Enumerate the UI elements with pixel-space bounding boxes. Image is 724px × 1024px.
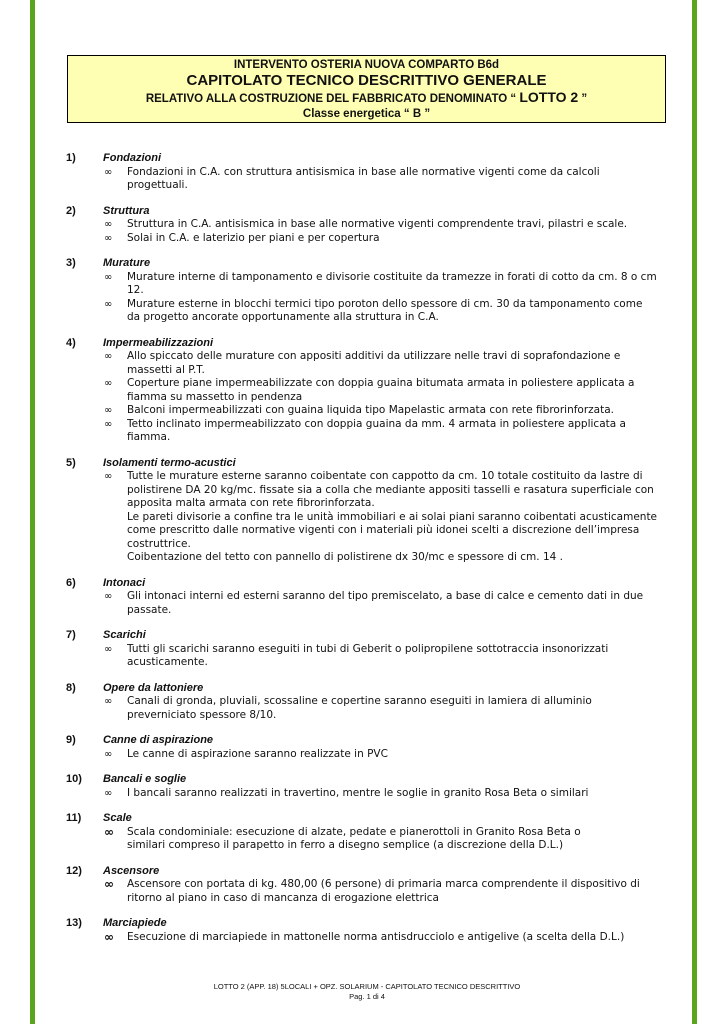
- bullet-text-line: Le pareti divisorie a confine tra le unità immobiliari e ai solai piani saranno coibentati acusticamente: [127, 510, 658, 523]
- header-subtitle-suffix: ”: [581, 93, 588, 105]
- infinity-bullet-icon: ∞: [104, 471, 113, 482]
- section: [0, 205, 724, 246]
- bullet-text-line: costruttrice.: [127, 537, 191, 550]
- infinity-bullet-icon: ∞: [104, 271, 113, 283]
- bullet-item: [0, 931, 724, 945]
- section: [0, 682, 724, 723]
- section: [0, 629, 724, 670]
- bullet-item: [0, 350, 724, 377]
- infinity-bullet-icon: ∞: [104, 591, 113, 602]
- infinity-bullet-icon: ∞: [104, 378, 113, 389]
- bullet-item: [0, 826, 724, 853]
- section-title: Canne di aspirazione: [103, 734, 214, 746]
- bullet-item: [0, 218, 724, 232]
- bullet-item: [0, 377, 724, 404]
- section: [0, 773, 724, 800]
- bullet-item: [0, 404, 724, 418]
- section-title: Bancali e soglie: [103, 773, 187, 785]
- section-number: 11): [66, 812, 82, 824]
- bullet-text-line: Tetto inclinato impermeabilizzato con doppia guaina da mm. 4 armata in poliestere applicata a: [127, 417, 626, 430]
- infinity-bullet-icon: ∞: [104, 232, 113, 244]
- section: [0, 152, 724, 193]
- bullet-text-line: 12.: [127, 284, 144, 296]
- section-title: Intonaci: [103, 576, 146, 589]
- bullet-item: [0, 298, 724, 325]
- section-number: 12): [66, 864, 82, 877]
- bullet-item: [0, 418, 724, 445]
- bullet-text-line: come prescritto dalle normative vigenti con i materiali più idonei scelti a discrezione dell’impresa: [127, 524, 640, 536]
- infinity-bullet-icon: ∞: [104, 877, 114, 891]
- infinity-bullet-icon: ∞: [104, 405, 113, 416]
- bullet-text-line: Canali di gronda, pluviali, scossaline e copertine saranno eseguiti in lamiera di alluminio: [127, 695, 592, 707]
- infinity-bullet-icon: ∞: [104, 418, 113, 430]
- bullet-text-line: Solai in C.A. e laterizio per piani e per copertura: [127, 231, 380, 244]
- bullet-text-line: Tutte le murature esterne saranno coibentate con cappotto da cm. 10 totale costituito da lastre di: [127, 470, 643, 482]
- section-number: 3): [66, 257, 76, 269]
- infinity-bullet-icon: ∞: [104, 298, 113, 310]
- section-number: 13): [66, 917, 82, 929]
- bullet-text-line: Le canne di aspirazione saranno realizzate in PVC: [127, 747, 388, 760]
- bullet-text-line: progettuali.: [127, 179, 188, 191]
- bullet-text-line: preverniciato spessore 8/10.: [127, 708, 277, 721]
- infinity-bullet-icon: ∞: [104, 219, 113, 230]
- document-header: [67, 55, 666, 123]
- header-subtitle-prefix: RELATIVO ALLA COSTRUZIONE DEL FABBRICATO DENOMINATO “: [145, 93, 517, 105]
- bullet-text-line: ritorno al piano in caso di mancanza di erogazione elettrica: [127, 891, 439, 904]
- footer-document-name: LOTTO 2 (APP. 18) 5LOCALI + OPZ. SOLARIUM - CAPITOLATO TECNICO DESCRITTIVO: [213, 982, 521, 991]
- bullet-text-line: Coperture piane impermeabilizzate con doppia guaina bitumata armata in poliestere applicata a: [127, 377, 635, 389]
- bullet-text-line: Struttura in C.A. antisismica in base alle normative vigenti comprendente travi, pilastri e scale.: [127, 218, 628, 230]
- bullet-item: [0, 232, 724, 246]
- section-number: 4): [66, 336, 76, 349]
- section: [0, 812, 724, 853]
- bullet-text-line: da progetto ancorate opportunamente alla struttura in C.A.: [127, 311, 439, 323]
- header-energy-class: Classe energetica “ B ”: [302, 108, 431, 120]
- infinity-bullet-icon: ∞: [104, 643, 113, 655]
- bullet-item: [0, 878, 724, 905]
- bullet-text-line: Fondazioni in C.A. con struttura antisismica in base alle normative vigenti come da calcoli: [127, 165, 600, 178]
- bullet-text-line: Tutti gli scarichi saranno eseguiti in tubi di Geberit o polipropilene sottotraccia insonorizzati: [127, 642, 609, 655]
- bullet-text-line: Murature interne di tamponamento e divisorie costituite da tramezze in forati di cotto da cm. 8 o cm: [127, 270, 657, 283]
- section-title: Struttura: [103, 204, 150, 217]
- bullet-text-line: fiamma.: [127, 431, 171, 443]
- infinity-bullet-icon: ∞: [104, 166, 113, 178]
- bullet-item: [0, 271, 724, 298]
- section-title: Fondazioni: [103, 152, 162, 164]
- section-title: Scarichi: [103, 629, 146, 641]
- header-lotto: LOTTO 2: [519, 89, 579, 105]
- bullet-text-line: Allo spiccato delle murature con appositi additivi da utilizzare nelle travi di soprafondazione e: [127, 350, 621, 362]
- section-number: 5): [66, 456, 76, 469]
- section-title: Ascensore: [103, 864, 160, 877]
- bullet-text-line: Gli intonaci interni ed esterni saranno del tipo premiscelato, a base di calce e cemento dati in due: [127, 590, 644, 602]
- bullet-text-line: passate.: [127, 603, 172, 616]
- section-number: 9): [66, 734, 76, 746]
- bullet-item: [0, 643, 724, 670]
- section-number: 6): [66, 576, 76, 589]
- section-title: Marciapiede: [103, 917, 167, 929]
- section-title: Isolamenti termo-acustici: [103, 456, 236, 469]
- section: [0, 577, 724, 618]
- bullet-text-line: I bancali saranno realizzati in travertino, mentre le soglie in granito Rosa Beta o similari: [127, 786, 589, 799]
- bullet-item: [0, 590, 724, 617]
- bullet-text-line: Murature esterne in blocchi termici tipo poroton dello spessore di cm. 30 da tamponamento come: [127, 297, 643, 310]
- section-title: Opere da lattoniere: [103, 681, 204, 694]
- infinity-bullet-icon: ∞: [104, 351, 113, 362]
- section: [0, 734, 724, 761]
- section-number: 2): [66, 204, 76, 217]
- section: [0, 457, 724, 565]
- section: [0, 865, 724, 906]
- document-title: CAPITOLATO TECNICO DESCRITTIVO GENERALE: [186, 72, 547, 89]
- section-number: 10): [66, 773, 82, 785]
- bullet-text-line: massetti al P.T.: [127, 363, 205, 376]
- bullet-text-line: Ascensore con portata di kg. 480,00 (6 persone) di primaria marca comprendente il dispositivo di: [127, 878, 640, 890]
- section-title: Impermeabilizzazioni: [103, 336, 214, 349]
- bullet-text-line: apposita malta armata con rete fibrorinforzata.: [127, 497, 375, 509]
- bullet-text-line: polistirene DA 20 kg/mc. fissate sia a colla che mediante appositi tasselli e rasatura superficiale con: [127, 483, 654, 496]
- bullet-text-line: fiamma su massetto in pendenza: [127, 390, 303, 403]
- section-number: 8): [66, 681, 76, 694]
- infinity-bullet-icon: ∞: [104, 696, 113, 707]
- section: [0, 337, 724, 445]
- bullet-item: [0, 470, 724, 565]
- specification-list: [0, 152, 724, 956]
- bullet-text-line: Coibentazione del tetto con pannello di polistirene dx 30/mc e spessore di cm. 14 .: [127, 551, 563, 563]
- header-project-line: INTERVENTO OSTERIA NUOVA COMPARTO B6d: [233, 59, 500, 71]
- page-footer: [0, 982, 724, 1002]
- bullet-text-line: Balconi impermeabilizzati con guaina liquida tipo Mapelastic armata con rete fibrorinforzata.: [127, 404, 614, 416]
- infinity-bullet-icon: ∞: [104, 787, 113, 799]
- bullet-item: [0, 166, 724, 193]
- infinity-bullet-icon: ∞: [104, 824, 114, 839]
- section-number: 1): [66, 152, 76, 164]
- bullet-text-line: similari compreso il parapetto in ferro a disegno semplice (a discrezione della D.L.): [127, 839, 564, 851]
- bullet-item: [0, 748, 724, 762]
- section: [0, 917, 724, 944]
- section-number: 7): [66, 629, 76, 641]
- bullet-item: [0, 787, 724, 801]
- infinity-bullet-icon: ∞: [104, 929, 114, 944]
- section-title: Scale: [103, 812, 132, 824]
- bullet-text-line: Scala condominiale: esecuzione di alzate, pedate e pianerottoli in Granito Rosa Beta o: [127, 825, 581, 838]
- footer-page-number: Pag. 1 di 4: [349, 992, 385, 1001]
- header-subtitle: [68, 89, 665, 107]
- bullet-item: [0, 695, 724, 722]
- section-title: Murature: [103, 257, 151, 269]
- bullet-text-line: Esecuzione di marciapiede in mattonelle norma antisdrucciolo e antigelive (a scelta della D.L.): [127, 930, 625, 943]
- infinity-bullet-icon: ∞: [104, 748, 113, 760]
- section: [0, 257, 724, 325]
- bullet-text-line: acusticamente.: [127, 656, 208, 668]
